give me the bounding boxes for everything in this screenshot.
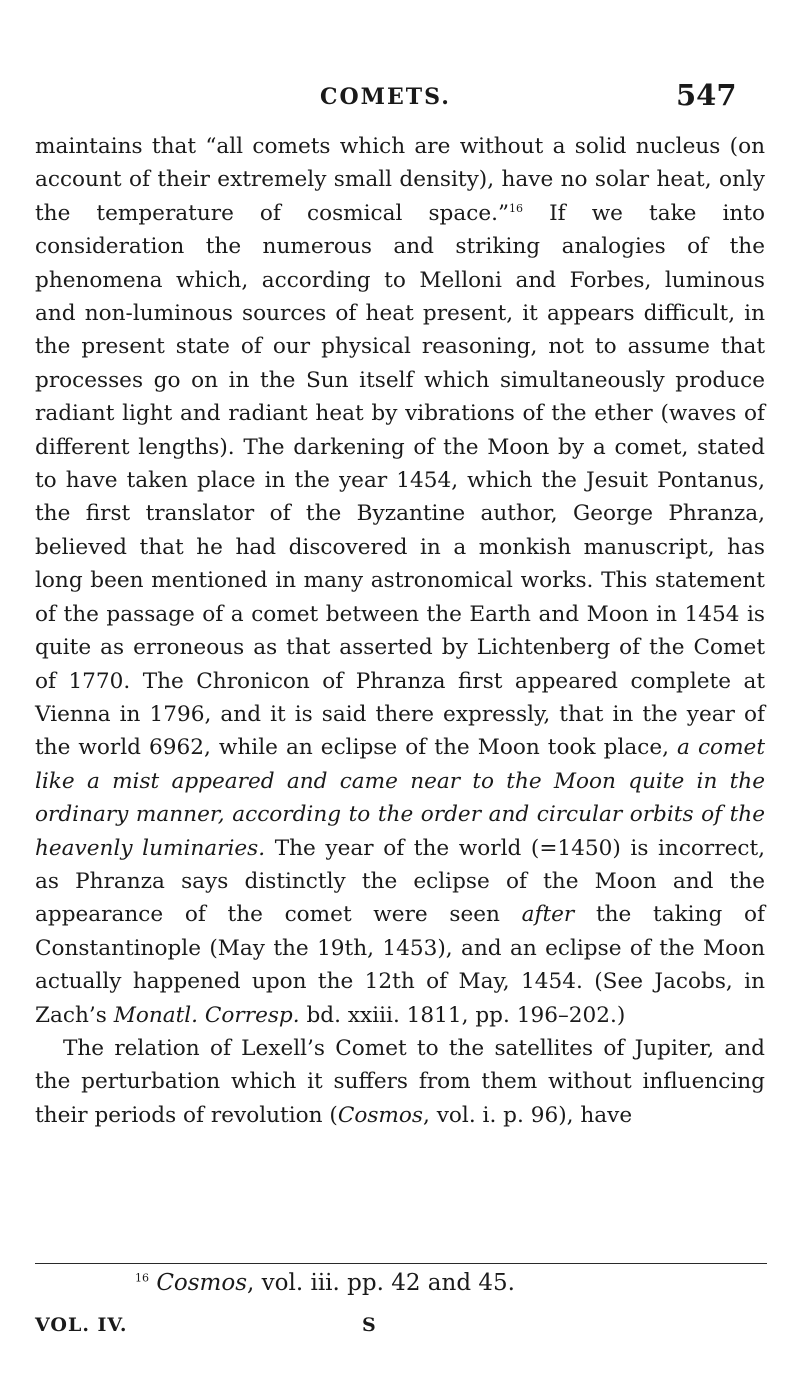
paragraph xyxy=(35,1032,765,1132)
text-run: bd. xxiii. 1811, pp. 196–202.) xyxy=(299,1002,626,1028)
text-run: If we take into consideration the numerous and striking analogies of the phenomena which, according to Melloni and Forbes, luminous and non-luminous sources of heat present, it appears difficult, in the present state of our physical reasoning, not to assume that processes go on in the Sun itself which simultaneously produce radiant light and radiant heat by vibrations of the ether (waves of different lengths). The darkening of the Moon by a comet, stated to have taken place in the year 1454, which the Jesuit Pontanus, the first translator of the Byzantine author, George Phranza, believed that he had discovered in a monkish manuscript, has long been mentioned in many astronomical works. This statement of the passage of a comet between the Earth and Moon in 1454 is quite as erroneous as that asserted by Lichtenberg of the Comet of 1770. The Chronicon of Phranza first appeared complete at Vienna in 1796, and it is said there expressly, that in the year of the world 6962, while an eclipse of the Moon took place, xyxy=(35,200,765,761)
page-header xyxy=(0,76,800,116)
running-head: COMETS. xyxy=(320,84,451,110)
book-title: Cosmos xyxy=(337,1102,423,1128)
text-run: , vol. i. p. 96), have xyxy=(422,1102,633,1128)
text-run: The relation of Lexell’s Comet to the satellites of Jupiter, and the perturbation which it suffers from them without influencing their periods of revolution ( xyxy=(35,1035,765,1128)
text-run: maintains that “all comets which are without a solid nucleus (on account of their extremely small density), have no solar heat, only the temperature of cosmical space.” xyxy=(35,134,765,226)
footnote xyxy=(135,1270,515,1296)
footnote-text: , vol. iii. pp. 42 and 45. xyxy=(247,1270,515,1296)
paragraph xyxy=(35,130,765,1032)
page-number: 547 xyxy=(676,78,737,112)
footnote-divider xyxy=(35,1263,767,1264)
journal-title: Monatl. Corresp. xyxy=(113,1002,300,1028)
signature-line xyxy=(0,1314,800,1344)
footnote-reference: 16 xyxy=(509,201,524,215)
footnote-number: 16 xyxy=(135,1271,149,1285)
text-run: the taking of Constantinople (May the 19th, 1453), and an eclipse of the Moon actually happened upon the 12th of May, 1454. (See Jacobs, in Zach’s xyxy=(35,902,765,1028)
body-text xyxy=(35,130,765,1132)
emphasis: after xyxy=(521,902,575,928)
volume-mark: VOL. IV. xyxy=(35,1314,128,1336)
signature-mark: S xyxy=(362,1314,376,1336)
quoted-passage: a comet like a mist appeared and came near to the Moon quite in the ordinary manner, according to the order and circular orbits of the heavenly luminaries. xyxy=(35,735,765,861)
footnote-book-title: Cosmos xyxy=(156,1270,248,1296)
text-run: The year of the world (=1450) is incorrect, as Phranza says distinctly the eclipse of the Moon and the appearance of the comet were seen xyxy=(35,835,765,928)
